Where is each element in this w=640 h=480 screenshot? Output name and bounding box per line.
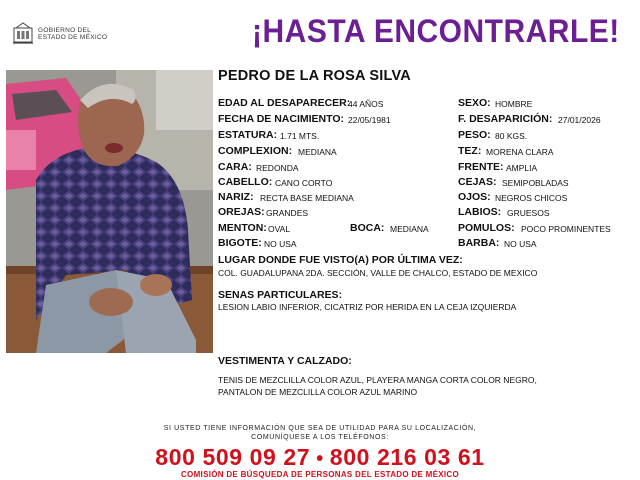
field-value: MEDIANA — [298, 147, 337, 157]
field-nariz — [218, 191, 354, 204]
field-cejas — [458, 176, 569, 189]
field-estatura — [218, 129, 320, 142]
field-label: OJOS: — [458, 191, 491, 203]
clothing-line-1: TENIS DE MEZCLILLA COLOR AZUL, PLAYERA MANGA CORTA COLOR NEGRO, — [218, 375, 537, 385]
missing-person-photo — [6, 70, 213, 353]
field-value: SEMIPOBLADAS — [502, 178, 569, 188]
agency-name: COMISIÓN DE BÚSQUEDA DE PERSONAS DEL ESTADO DE MÉXICO — [180, 470, 459, 479]
phone-separator: • — [316, 448, 324, 470]
field-label: MENTON: — [218, 222, 267, 234]
field-label: F. DESAPARICIÓN: — [458, 113, 553, 125]
field-label: OREJAS: — [218, 206, 265, 218]
logo-line-2: ESTADO DE MÉXICO — [38, 34, 108, 41]
field-value: 27/01/2026 — [558, 115, 601, 125]
field-value: GRUESOS — [507, 208, 550, 218]
field-label: NARIZ: — [218, 191, 254, 203]
field-label: CARA: — [218, 161, 252, 173]
field-frente — [458, 161, 538, 174]
field-cabello — [218, 176, 333, 189]
notice-line-2: COMUNÍQUESE A LOS TELÉFONOS: — [251, 434, 389, 441]
field-complexion — [218, 145, 337, 158]
field-label: EDAD AL DESAPARECER: — [218, 97, 351, 109]
field-value: 22/05/1981 — [348, 115, 391, 125]
field-label: COMPLEXION: — [218, 145, 293, 157]
field-value: AMPLIA — [506, 163, 538, 173]
field-value: REDONDA — [256, 163, 299, 173]
field-label: BARBA: — [458, 237, 500, 249]
field-desaparicion — [458, 113, 601, 126]
field-sexo — [458, 97, 533, 110]
field-value: 44 AÑOS — [348, 99, 384, 109]
clothing-line-2: PANTALON DE MEZCLILLA COLOR AZUL MARINO — [218, 387, 418, 397]
field-value: MEDIANA — [390, 224, 429, 234]
field-label: FECHA DE NACIMIENTO: — [218, 113, 344, 125]
field-value: OVAL — [268, 224, 291, 234]
headline: ¡HASTA ENCONTRARLE! — [252, 14, 620, 50]
particular-signs-text: LESION LABIO INFERIOR, CICATRIZ POR HERIDA EN LA CEJA IZQUIERDA — [218, 302, 517, 312]
last-seen-text: COL. GUADALUPANA 2DA. SECCIÓN, VALLE DE CHALCO, ESTADO DE MEXICO — [218, 268, 538, 278]
field-barba — [458, 237, 537, 250]
phone-number-1[interactable]: 800 509 09 27 — [155, 444, 311, 470]
field-labios — [458, 206, 550, 219]
field-label: PESO: — [458, 129, 491, 141]
field-label: ESTATURA: — [218, 129, 278, 141]
notice-line-1: SI USTED TIENE INFORMACIÓN QUE SEA DE UTILIDAD PARA SU LOCALIZACIÓN, — [163, 425, 477, 432]
field-value: RECTA BASE MEDIANA — [260, 193, 354, 203]
field-label: LABIOS: — [458, 206, 502, 218]
phone-number-2[interactable]: 800 216 03 61 — [329, 444, 485, 470]
phone-numbers — [0, 444, 640, 471]
field-value: NO USA — [264, 239, 297, 249]
field-value: POCO PROMINENTES — [521, 224, 611, 234]
field-ojos — [458, 191, 568, 204]
field-cara — [218, 161, 299, 174]
field-peso — [458, 129, 528, 142]
field-value: 80 KGS. — [495, 131, 528, 141]
person-photo-image — [6, 70, 213, 353]
field-value: CANO CORTO — [275, 178, 333, 188]
clothing-heading: VESTIMENTA Y CALZADO: — [218, 355, 352, 367]
field-label: POMULOS: — [458, 222, 515, 234]
field-menton — [218, 222, 291, 235]
logo-line-1: GOBIERNO DEL — [38, 27, 92, 34]
state-emblem-icon — [12, 22, 34, 46]
government-logo — [12, 22, 122, 46]
field-tez — [458, 145, 554, 158]
field-nacimiento — [218, 113, 391, 126]
field-label: CABELLO: — [218, 176, 273, 188]
field-edad — [218, 97, 384, 110]
field-pomulos — [458, 222, 611, 235]
field-value: HOMBRE — [495, 99, 533, 109]
particular-signs-heading: SENAS PARTICULARES: — [218, 289, 343, 301]
field-label: SEXO: — [458, 97, 491, 109]
field-value: 1.71 MTS. — [280, 131, 320, 141]
field-orejas — [218, 206, 309, 219]
field-label: FRENTE: — [458, 161, 504, 173]
field-label: CEJAS: — [458, 176, 497, 188]
field-label: BOCA: — [350, 222, 385, 234]
field-label: TEZ: — [458, 145, 482, 157]
person-name: PEDRO DE LA ROSA SILVA — [218, 68, 411, 84]
field-value: NO USA — [504, 239, 537, 249]
field-boca — [350, 222, 429, 235]
last-seen-heading: LUGAR DONDE FUE VISTO(A) POR ÚLTIMA VEZ: — [218, 254, 463, 266]
field-value: GRANDES — [266, 208, 309, 218]
field-label: BIGOTE: — [218, 237, 262, 249]
field-value: NEGROS CHICOS — [495, 193, 568, 203]
field-bigote — [218, 237, 297, 250]
field-value: MORENA CLARA — [486, 147, 554, 157]
